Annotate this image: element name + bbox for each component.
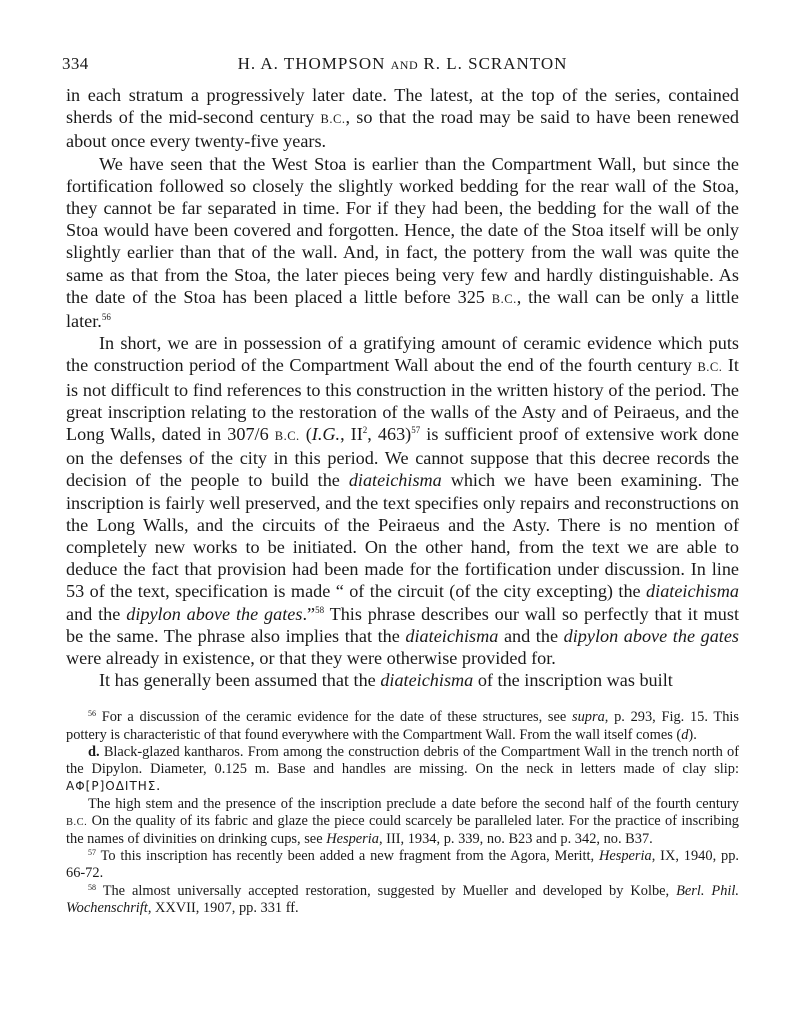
running-header xyxy=(62,50,739,78)
footnote-ref: 56 xyxy=(101,312,111,323)
main-text xyxy=(66,84,739,691)
footnote-continuation: The high stem and the presence of the inscription preclude a date before the second half of the fourth century B.C. On the quality of its fabric and glaze the piece could scarcely be paralleled later. For the practice of inscribing the names of divinities on drinking cups, see Hesperia, III, 1934, p. 339, no. B23 and p. 342, no. B37. xyxy=(66,795,739,847)
footnote-item-d: d. Black-glazed kantharos. From among the construction debris of the Compartment Wall in the trench north of the Dipylon. Diameter, 0.125 m. Base and handles are missing. On the neck in letters made of clay slip: ΑΦ[Ρ]ΟΔΙΤΗΣ. xyxy=(66,743,739,795)
author-conjunction: AND xyxy=(390,58,419,72)
footnote-ref: 57 xyxy=(411,425,421,436)
footnote-57: $^{57}$ To this inscription has recently been added a new fragment from the Agora, Meritt, Hesperia, IX, 1940, pp. 66-72. xyxy=(66,848,739,882)
paragraph: It has generally been assumed that the diateichisma of the inscription was built xyxy=(99,670,673,691)
footnote-ref: 58 xyxy=(315,604,325,615)
footnotes xyxy=(66,709,739,916)
author-thompson: H. A. THOMPSON xyxy=(237,54,386,73)
page xyxy=(62,50,740,917)
greek-inscription: ΑΦ[Ρ]ΟΔΙΤΗΣ xyxy=(66,779,157,794)
footnote-58: $^{58}$ The almost universally accepted restoration, suggested by Mueller and developed by Kolbe, Berl. Phil. Wochenschrift, XXVII, 1907, pp. 331 ff. xyxy=(66,882,739,916)
page-number: 334 xyxy=(62,54,89,73)
paragraph: We have seen that the West Stoa is earlier than the Compartment Wall, but since the fortification followed so closely the slightly worked bedding for the rear wall of the Stoa, they cannot be far separated in time. For if they had been, the bedding for the wall of the Stoa would have been covered and forgotten. Hence, the date of the Stoa itself will be only slightly earlier than that of the wall. And, in fact, the pottery from the wall was quite the same as that from the Stoa, the later pieces being very few and hardly distinguishable. As the date of the Stoa has been placed a little before 325 B.C., the wall can be only a little later.$^{56}$ xyxy=(66,153,740,332)
author-scranton: R. L. SCRANTON xyxy=(423,54,568,73)
footnote-56: $^{56}$ For a discussion of the ceramic evidence for the date of these structures, see supra, p. 293, Fig. 15. This pottery is characteristic of that found everywhere with the Compartment Wall. From the wall itself comes (d). xyxy=(66,709,739,743)
paragraph: In short, we are in possession of a gratifying amount of ceramic evidence which puts the construction period of the Compartment Wall about the end of the fourth century B.C. It is not difficult to find references to this construction in the written history of the period. The great inscription relating to the restoration of the walls of the Asty and of Peiraeus, and the Long Walls, dated in 307/6 B.C. (I.G., $II^2$, 463)$^{57}$ is sufficient proof of extensive work done on the defenses of the city in this period. We cannot suppose that this decree records the decision of the people to build the diateichisma which we have been examining. The inscription is fairly well preserved, and the text specifies only repairs and reconstructions on the Long Walls, and the circuits of the Peiraeus and the Asty. There is no mention of completely new works to be initiated. On the other hand, from the text we are able to deduce the fact that provision had been made for the fortification under discussion. In line 53 of the text, specification is made “ of the circuit (of the city excepting) the diateichisma and the dipylon above the gates.”$^{58}$ This phrase describes our wall so perfectly that it must be the same. The phrase also implies that the diateichisma and the dipylon above the gates were already in existence, or that they were otherwise provided for. xyxy=(66,333,740,669)
paragraph: in each stratum a progressively later date. The latest, at the top of the series, contained sherds of the mid-second century B.C., so that the road may be said to have been renewed about once every twenty-five years. xyxy=(66,85,740,152)
running-title xyxy=(66,54,739,74)
